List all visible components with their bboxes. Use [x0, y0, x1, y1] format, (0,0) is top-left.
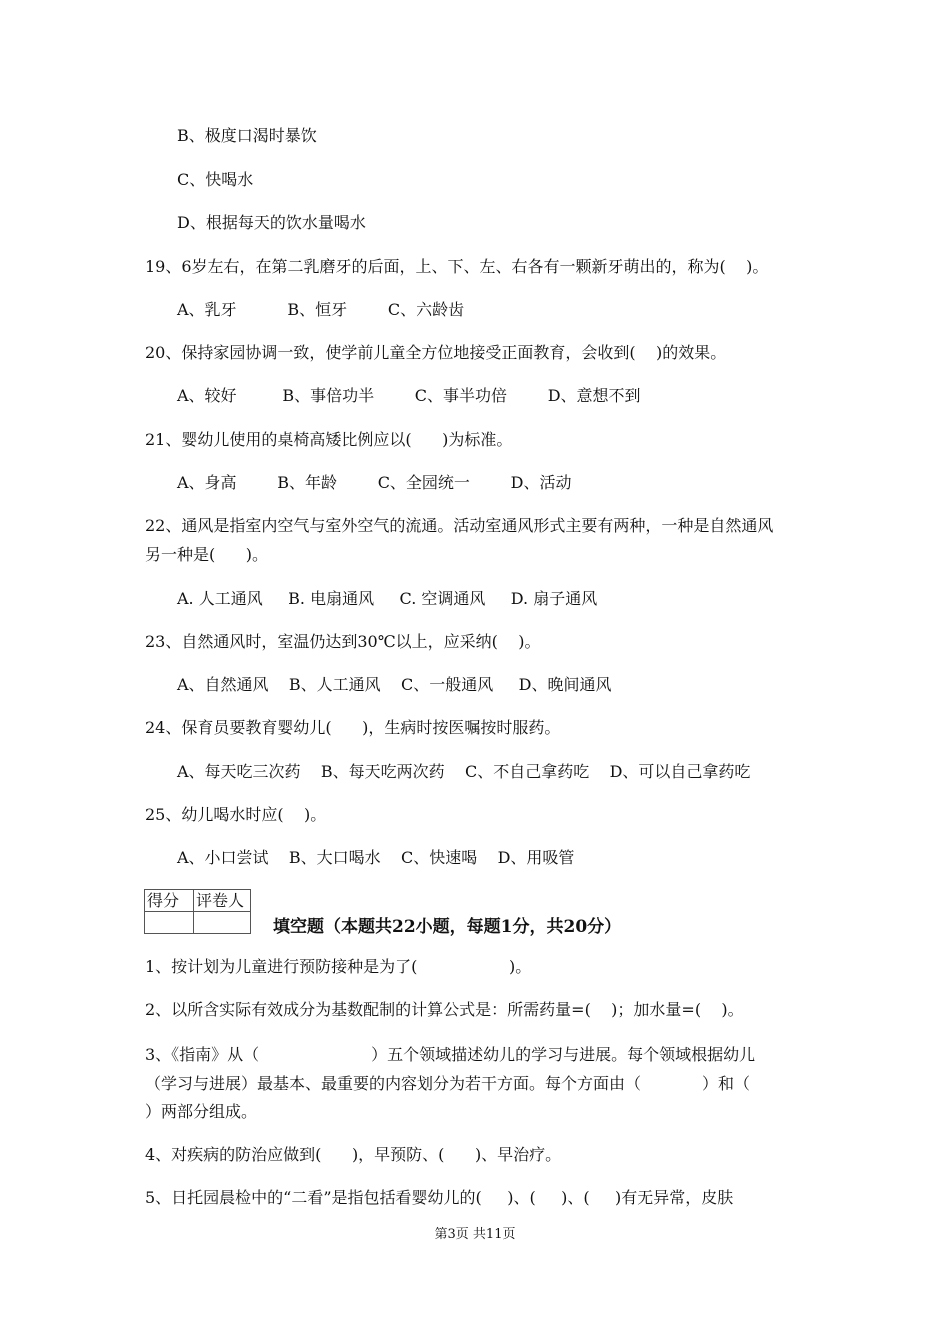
answer-options: A、自然通风 B、人工通风 C、一般通风 D、晚间通风	[177, 675, 612, 694]
grader-cell	[194, 912, 251, 934]
answer-options: B、极度口渴时暴饮	[177, 126, 317, 145]
score-header: 得分	[145, 890, 194, 912]
score-cell	[145, 912, 194, 934]
page-footer: 第3页 共11页	[434, 1227, 516, 1242]
grader-header: 评卷人	[194, 890, 251, 912]
answer-options: A、较好 B、事倍功半 C、事半功倍 D、意想不到	[177, 386, 641, 405]
question-text: 另一种是( )。	[145, 545, 269, 564]
answer-options: A、每天吃三次药 B、每天吃两次药 C、不自己拿药吃 D、可以自己拿药吃	[177, 762, 751, 781]
answer-options: A. 人工通风 B. 电扇通风 C. 空调通风 D. 扇子通风	[177, 589, 598, 608]
answer-options: A、乳牙 B、恒牙 C、六龄齿	[177, 300, 465, 319]
question-text: （学习与进展）最基本、最重要的内容划分为若干方面。每个方面由（ ）和（	[145, 1074, 751, 1093]
score-table	[144, 889, 251, 934]
question-text: 1、按计划为儿童进行预防接种是为了( )。	[145, 957, 532, 976]
question-text: 5、日托园晨检中的“二看”是指包括看婴幼儿的( )、( )、( )有无异常，皮肤	[145, 1188, 734, 1207]
question-text: 20、保持家园协调一致，使学前儿童全方位地接受正面教育，会收到( )的效果。	[145, 343, 727, 362]
question-text: 24、保育员要教育婴幼儿( )，生病时按医嘱按时服药。	[145, 718, 561, 737]
question-text: 4、对疾病的防治应做到( )，早预防、( )、早治疗。	[145, 1145, 562, 1164]
section-title: 填空题（本题共22小题，每题1分，共20分）	[273, 917, 622, 937]
question-text: 3、《指南》从（ ）五个领域描述幼儿的学习与进展。每个领域根据幼儿	[145, 1045, 756, 1064]
question-text: 25、幼儿喝水时应( )。	[145, 805, 327, 824]
question-text: 19、6岁左右，在第二乳磨牙的后面，上、下、左、右各有一颗新牙萌出的，称为( )。	[145, 257, 769, 276]
question-text: 2、以所含实际有效成分为基数配制的计算公式是：所需药量=( )；加水量=( )。	[145, 1000, 744, 1019]
question-text: 22、通风是指室内空气与室外空气的流通。活动室通风形式主要有两种，一种是自然通风	[145, 516, 774, 535]
question-text: ）两部分组成。	[145, 1102, 258, 1121]
answer-options: A、小口尝试 B、大口喝水 C、快速喝 D、用吸管	[177, 848, 575, 867]
answer-options: C、快喝水	[177, 170, 254, 189]
answer-options: D、根据每天的饮水量喝水	[177, 213, 366, 232]
question-text: 21、婴幼儿使用的桌椅高矮比例应以( )为标准。	[145, 430, 513, 449]
answer-options: A、身高 B、年龄 C、全园统一 D、活动	[177, 473, 572, 492]
question-text: 23、自然通风时，室温仍达到30℃以上，应采纳( )。	[145, 632, 541, 651]
